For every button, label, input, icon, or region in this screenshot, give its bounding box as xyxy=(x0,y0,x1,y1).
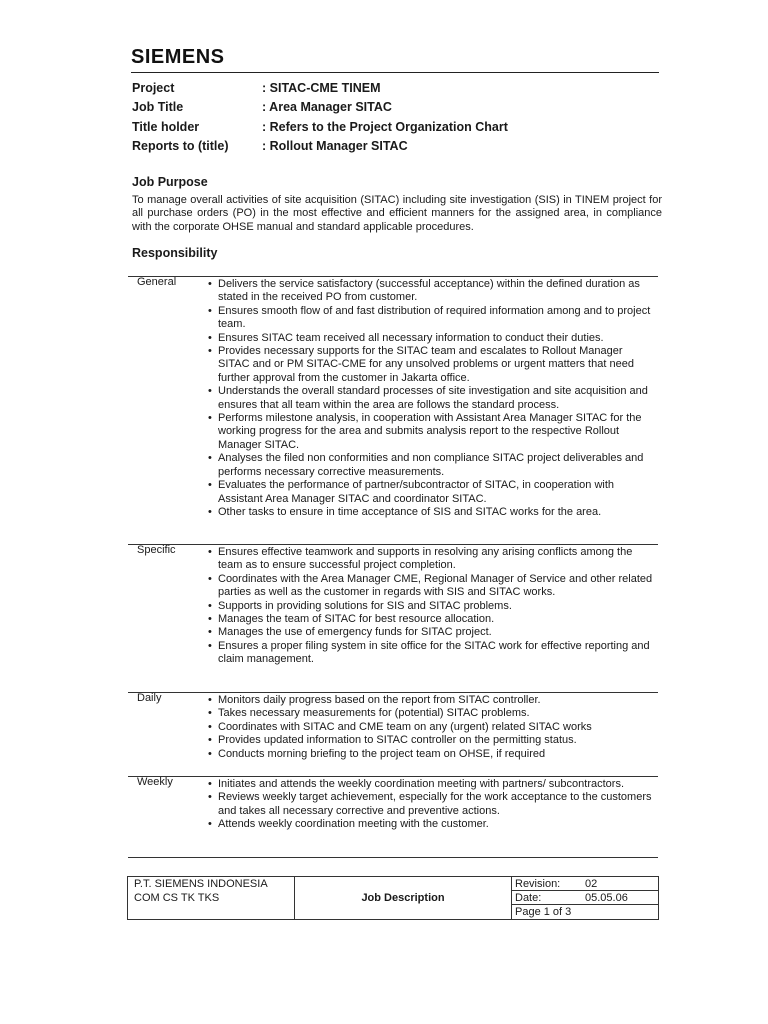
footer-meta xyxy=(511,877,658,919)
footer-date-row xyxy=(511,891,658,905)
footer-revision-row xyxy=(511,877,658,891)
info-label: Project xyxy=(132,81,175,95)
info-row-reports-to xyxy=(132,137,662,156)
section-divider xyxy=(128,776,658,777)
list-item: • Understands the overall standard processes of site investigation and site acquisition and ensures that all team within the area are follows the standard process. xyxy=(208,385,655,412)
list-item: • Provides necessary supports for the SITAC team and escalates to Rollout Manager SITAC and or PM SITAC-CME for any unsolved problems or urgent matters that need further approval from the customer in Jakarta office. xyxy=(208,345,655,385)
info-row-project xyxy=(132,79,662,98)
info-value: : Refers to the Project Organization Chart xyxy=(262,119,508,134)
document-footer xyxy=(127,876,659,920)
daily-list xyxy=(208,694,655,761)
section-divider xyxy=(128,692,658,693)
section-label-daily: Daily xyxy=(137,692,162,704)
section-divider xyxy=(128,544,658,545)
list-item: • Coordinates with the Area Manager CME, Regional Manager of Service and other related parties as well as the customer in regards with SIS and SITAC works. xyxy=(208,573,655,600)
info-label: Reports to (title) xyxy=(132,138,229,153)
list-item: • Manages the team of SITAC for best resource allocation. xyxy=(208,613,655,626)
info-label: Title holder xyxy=(132,119,200,134)
siemens-logo: SIEMENS xyxy=(131,46,225,68)
list-item: • Reviews weekly target achievement, especially for the work acceptance to the customers and takes all necessary corrective and preventive actions. xyxy=(208,791,655,818)
list-item: • Coordinates with SITAC and CME team on any (urgent) related SITAC works xyxy=(208,721,655,734)
list-item: • Attends weekly coordination meeting with the customer. xyxy=(208,818,655,831)
header-divider xyxy=(131,72,659,73)
info-value: : SITAC-CME TINEM xyxy=(262,81,381,95)
info-row-job-title xyxy=(132,98,662,117)
list-item: • Initiates and attends the weekly coordination meeting with partners/ subcontractors. xyxy=(208,778,655,791)
section-label-general: General xyxy=(137,276,177,288)
list-item: • Manages the use of emergency funds for SITAC project. xyxy=(208,626,655,639)
job-purpose-text: To manage overall activities of site acquisition (SITAC) including site investigation (SIS) in TINEM project for all purchase orders (PO) in the most effective and efficient manners for the assigned area, in compliance with the corporate OHSE manual and standard applicable procedures. xyxy=(132,194,662,233)
specific-list xyxy=(208,546,655,667)
section-end-divider xyxy=(128,857,658,858)
footer-page-row xyxy=(511,905,658,919)
general-list xyxy=(208,278,655,519)
info-value: : Rollout Manager SITAC xyxy=(262,138,408,153)
date-value: 05.05.06 xyxy=(585,892,628,904)
job-purpose-heading: Job Purpose xyxy=(132,175,208,189)
list-item: • Ensures smooth flow of and fast distribution of required information among and to project team. xyxy=(208,305,655,332)
list-item: • Delivers the service satisfactory (successful acceptance) within the defined duration as stated in the received PO from customer. xyxy=(208,278,655,305)
info-value: : Area Manager SITAC xyxy=(262,100,392,115)
section-label-specific: Specific xyxy=(137,544,176,556)
list-item: • Provides updated information to SITAC controller on the permitting status. xyxy=(208,734,655,747)
list-item: • Other tasks to ensure in time acceptance of SIS and SITAC works for the area. xyxy=(208,506,655,519)
weekly-list xyxy=(208,778,655,832)
list-item: • Takes necessary measurements for (potential) SITAC problems. xyxy=(208,707,655,720)
footer-company xyxy=(128,877,295,919)
info-label: Job Title xyxy=(132,100,184,115)
revision-value: 02 xyxy=(585,878,598,890)
list-item: • Ensures SITAC team received all necessary information to conduct their duties. xyxy=(208,332,655,345)
section-label-weekly: Weekly xyxy=(137,776,173,788)
footer-department: COM CS TK TKS xyxy=(134,891,220,904)
footer-company-name: P.T. SIEMENS INDONESIA xyxy=(134,878,268,890)
footer-doc-title: Job Description xyxy=(295,877,512,919)
list-item: • Ensures a proper filing system in site office for the SITAC work for effective reporting and claim management. xyxy=(208,640,655,667)
list-item: • Conducts morning briefing to the project team on OHSE, if required xyxy=(208,748,655,761)
list-item: • Evaluates the performance of partner/subcontractor of SITAC, in cooperation with Assistant Area Manager SITAC and coordinator SITAC. xyxy=(208,479,655,506)
date-label: Date: xyxy=(515,892,542,904)
revision-label: Revision: xyxy=(515,878,561,890)
list-item: • Analyses the filed non conformities and non compliance SITAC project deliverables and performs necessary corrective measurements. xyxy=(208,452,655,479)
list-item: • Ensures effective teamwork and supports in resolving any arising conflicts among the team as to ensure successful project completion. xyxy=(208,546,655,573)
list-item: • Performs milestone analysis, in cooperation with Assistant Area Manager SITAC for the working progress for the area and submits analysis report to the respective Rollout Manager SITAC. xyxy=(208,412,655,452)
responsibility-heading: Responsibility xyxy=(132,246,218,260)
job-info-block xyxy=(132,79,662,156)
page-number: Page 1 of 3 xyxy=(515,906,572,918)
section-divider xyxy=(128,276,658,277)
list-item: • Supports in providing solutions for SIS and SITAC problems. xyxy=(208,600,655,613)
list-item: • Monitors daily progress based on the report from SITAC controller. xyxy=(208,694,655,707)
info-row-title-holder xyxy=(132,118,662,137)
